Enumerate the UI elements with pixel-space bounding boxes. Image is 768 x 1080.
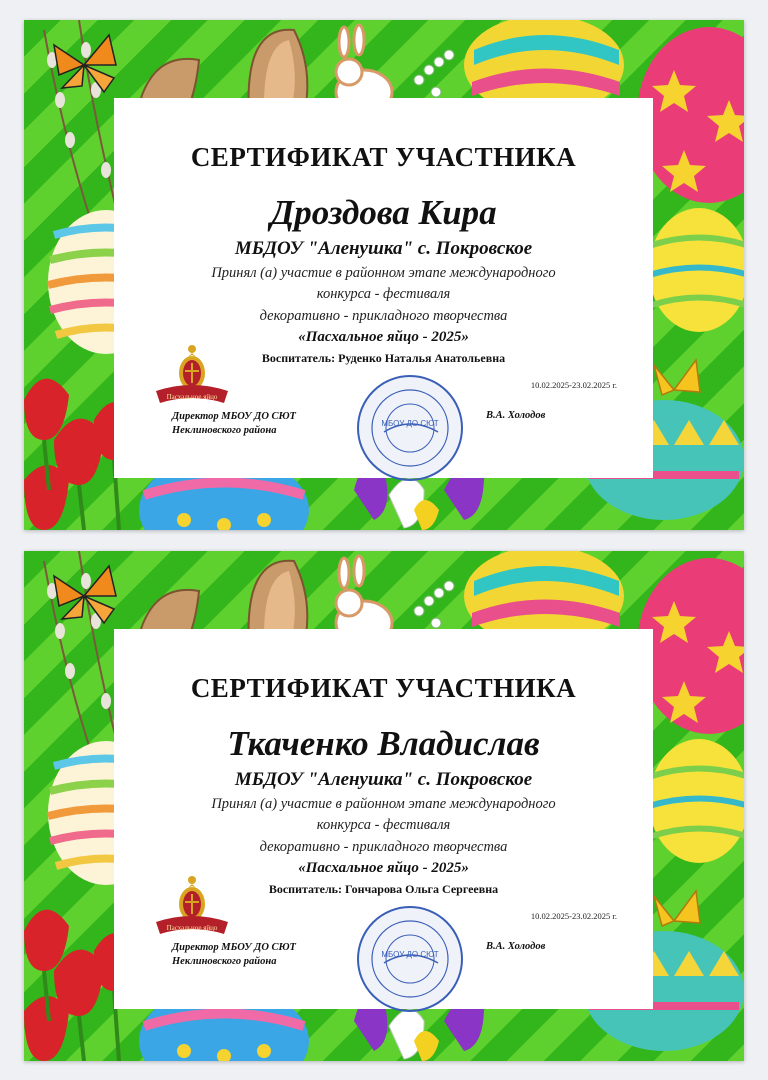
participant-name: Дроздова Кира (270, 193, 497, 232)
director-title: Директор МБОУ ДО СЮТ Неклиновского района (172, 411, 296, 436)
description-line-2: конкурса - фестиваля (316, 286, 451, 302)
certificate-title: СЕРТИФИКАТ УЧАСТНИКА (190, 142, 577, 172)
contest-dates: 10.02.2025-23.02.2025 г. (530, 380, 617, 390)
svg-text:Пасхальное яйцо: Пасхальное яйцо (166, 393, 218, 401)
round-stamp-icon (354, 903, 466, 1015)
teacher-name: Воспитатель: Руденко Наталья Анатольевна (261, 351, 506, 365)
signer-name: В.А. Холодов (486, 941, 546, 952)
svg-text:Пасхальное яйцо: Пасхальное яйцо (166, 924, 218, 932)
description-line-3: декоративно - прикладного творчества (259, 839, 508, 855)
svg-text:МБОУ ДО СЮТ: МБОУ ДО СЮТ (381, 419, 439, 428)
easter-egg-emblem-icon (150, 874, 234, 940)
director-title: Директор МБОУ ДО СЮТ Неклиновского района (172, 942, 296, 967)
certificate-title: СЕРТИФИКАТ УЧАСТНИКА (190, 673, 577, 703)
participant-name: Ткаченко Владислав (227, 724, 540, 763)
teacher-name: Воспитатель: Гончарова Ольга Сергеевна (268, 882, 499, 896)
certificate-1 (24, 20, 744, 530)
organization-name: МБДОУ "Аленушка" с. Покровское (234, 238, 533, 259)
contest-name: «Пасхальное яйцо - 2025» (298, 329, 469, 345)
signer-name: В.А. Холодов (486, 410, 546, 421)
description-line-1: Принял (а) участие в районном этапе международного (211, 265, 556, 281)
organization-name: МБДОУ "Аленушка" с. Покровское (234, 769, 533, 790)
description-line-1: Принял (а) участие в районном этапе международного (211, 796, 556, 812)
description-line-3: декоративно - прикладного творчества (259, 308, 508, 324)
round-stamp-icon (354, 372, 466, 484)
certificate-2 (24, 551, 744, 1061)
description-line-2: конкурса - фестиваля (316, 817, 451, 833)
contest-dates: 10.02.2025-23.02.2025 г. (530, 911, 617, 921)
svg-text:МБОУ ДО СЮТ: МБОУ ДО СЮТ (381, 950, 439, 959)
easter-egg-emblem-icon (150, 343, 234, 409)
contest-name: «Пасхальное яйцо - 2025» (298, 860, 469, 876)
